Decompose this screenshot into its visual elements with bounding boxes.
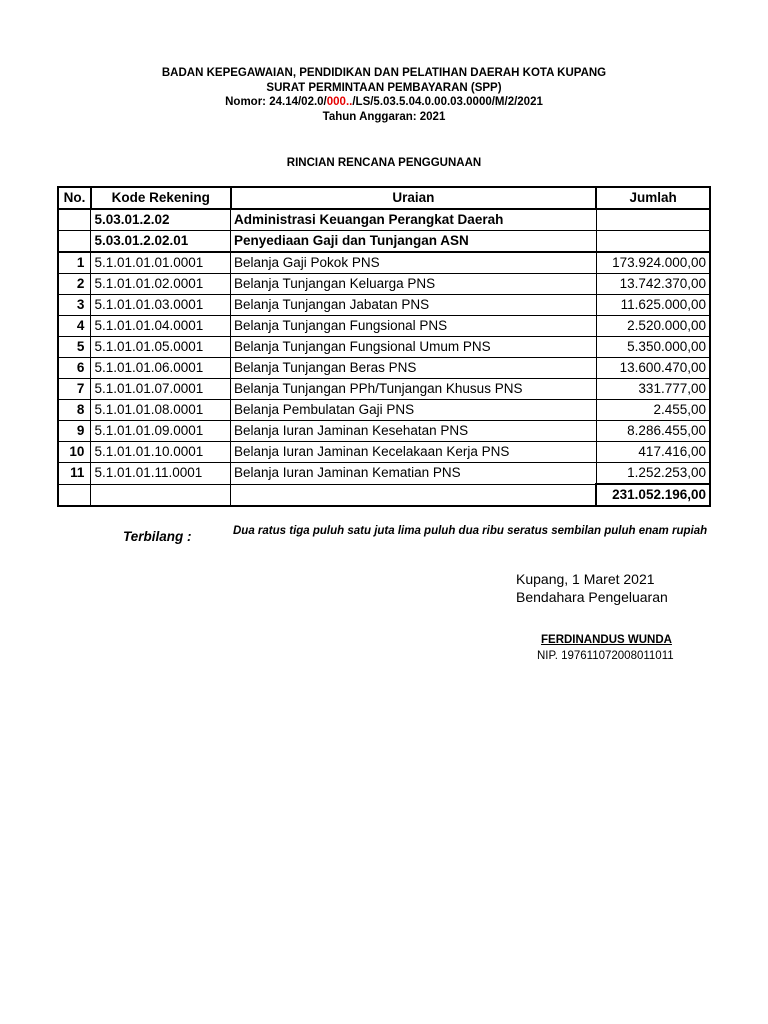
row-no: 10 bbox=[58, 442, 91, 463]
signature-block bbox=[516, 570, 668, 606]
group-row bbox=[58, 209, 710, 231]
group-kode: 5.03.01.2.02 bbox=[91, 209, 231, 231]
rincian-table bbox=[57, 186, 711, 507]
total-empty-cell bbox=[231, 484, 597, 506]
row-no: 2 bbox=[58, 274, 91, 295]
row-no: 7 bbox=[58, 379, 91, 400]
header-no: No. bbox=[58, 187, 91, 209]
row-no: 11 bbox=[58, 463, 91, 485]
group-no-cell bbox=[58, 209, 91, 231]
row-no: 1 bbox=[58, 252, 91, 274]
row-jumlah: 1.252.253,00 bbox=[596, 463, 710, 485]
row-uraian: Belanja Iuran Jaminan Kesehatan PNS bbox=[231, 421, 597, 442]
row-kode: 5.1.01.01.05.0001 bbox=[91, 337, 231, 358]
table-row bbox=[58, 316, 710, 337]
row-kode: 5.1.01.01.08.0001 bbox=[91, 400, 231, 421]
row-jumlah: 13.600.470,00 bbox=[596, 358, 710, 379]
row-uraian: Belanja Tunjangan Keluarga PNS bbox=[231, 274, 597, 295]
table-row bbox=[58, 400, 710, 421]
row-uraian: Belanja Tunjangan PPh/Tunjangan Khusus PNS bbox=[231, 379, 597, 400]
table-row bbox=[58, 295, 710, 316]
row-no: 3 bbox=[58, 295, 91, 316]
row-kode: 5.1.01.01.02.0001 bbox=[91, 274, 231, 295]
number-placeholder: 000.. bbox=[326, 96, 353, 108]
header-jumlah: Jumlah bbox=[596, 187, 710, 209]
row-jumlah: 5.350.000,00 bbox=[596, 337, 710, 358]
terbilang-text: Dua ratus tiga puluh satu juta lima puluh dua ribu seratus sembilan puluh enam rupiah bbox=[233, 525, 708, 537]
row-uraian: Belanja Tunjangan Beras PNS bbox=[231, 358, 597, 379]
total-empty-cell bbox=[91, 484, 231, 506]
table-header-row bbox=[58, 187, 710, 209]
row-kode: 5.1.01.01.11.0001 bbox=[91, 463, 231, 485]
row-uraian: Belanja Iuran Jaminan Kematian PNS bbox=[231, 463, 597, 485]
signer-name: FERDINANDUS WUNDA bbox=[541, 634, 672, 646]
row-jumlah: 331.777,00 bbox=[596, 379, 710, 400]
row-no: 8 bbox=[58, 400, 91, 421]
table-row bbox=[58, 274, 710, 295]
total-empty-cell bbox=[58, 484, 91, 506]
row-uraian: Belanja Tunjangan Fungsional PNS bbox=[231, 316, 597, 337]
row-jumlah: 13.742.370,00 bbox=[596, 274, 710, 295]
group-jumlah-cell bbox=[596, 209, 710, 231]
table-row bbox=[58, 463, 710, 485]
table-row bbox=[58, 358, 710, 379]
row-jumlah: 417.416,00 bbox=[596, 442, 710, 463]
row-no: 6 bbox=[58, 358, 91, 379]
place-date: Kupang, 1 Maret 2021 bbox=[516, 571, 655, 587]
section-title: RINCIAN RENCANA PENGGUNAAN bbox=[286, 157, 482, 169]
total-row bbox=[58, 484, 710, 506]
table-body bbox=[58, 209, 710, 506]
row-uraian: Belanja Tunjangan Jabatan PNS bbox=[231, 295, 597, 316]
row-kode: 5.1.01.01.06.0001 bbox=[91, 358, 231, 379]
header-uraian: Uraian bbox=[231, 187, 597, 209]
signer-nip: NIP. 197611072008011011 bbox=[537, 650, 674, 662]
row-kode: 5.1.01.01.03.0001 bbox=[91, 295, 231, 316]
signer-role: Bendahara Pengeluaran bbox=[516, 589, 668, 605]
document-number bbox=[0, 95, 768, 110]
row-jumlah: 8.286.455,00 bbox=[596, 421, 710, 442]
row-kode: 5.1.01.01.07.0001 bbox=[91, 379, 231, 400]
terbilang-label: Terbilang : bbox=[123, 529, 192, 544]
table-row bbox=[58, 337, 710, 358]
row-no: 5 bbox=[58, 337, 91, 358]
agency-name: BADAN KEPEGAWAIAN, PENDIDIKAN DAN PELATIHAN DAERAH KOTA KUPANG bbox=[161, 67, 607, 79]
row-jumlah: 11.625.000,00 bbox=[596, 295, 710, 316]
row-kode: 5.1.01.01.01.0001 bbox=[91, 252, 231, 274]
table-row bbox=[58, 379, 710, 400]
number-suffix: /LS/5.03.5.04.0.00.03.0000/M/2/2021 bbox=[352, 96, 543, 108]
document-header bbox=[0, 66, 768, 124]
row-no: 4 bbox=[58, 316, 91, 337]
number-prefix: Nomor: 24.14/02.0/ bbox=[225, 96, 327, 108]
group-uraian: Penyediaan Gaji dan Tunjangan ASN bbox=[231, 231, 597, 253]
table-row bbox=[58, 442, 710, 463]
row-kode: 5.1.01.01.10.0001 bbox=[91, 442, 231, 463]
row-kode: 5.1.01.01.09.0001 bbox=[91, 421, 231, 442]
fiscal-year: Tahun Anggaran: 2021 bbox=[322, 110, 446, 123]
group-kode: 5.03.01.2.02.01 bbox=[91, 231, 231, 253]
header-kode: Kode Rekening bbox=[91, 187, 231, 209]
row-no: 9 bbox=[58, 421, 91, 442]
row-uraian: Belanja Gaji Pokok PNS bbox=[231, 252, 597, 274]
row-jumlah: 2.455,00 bbox=[596, 400, 710, 421]
row-uraian: Belanja Iuran Jaminan Kecelakaan Kerja PNS bbox=[231, 442, 597, 463]
row-uraian: Belanja Pembulatan Gaji PNS bbox=[231, 400, 597, 421]
row-uraian: Belanja Tunjangan Fungsional Umum PNS bbox=[231, 337, 597, 358]
row-kode: 5.1.01.01.04.0001 bbox=[91, 316, 231, 337]
row-jumlah: 173.924.000,00 bbox=[596, 252, 710, 274]
group-no-cell bbox=[58, 231, 91, 253]
table-row bbox=[58, 252, 710, 274]
group-row bbox=[58, 231, 710, 253]
document-type: SURAT PERMINTAAN PEMBAYARAN (SPP) bbox=[266, 81, 502, 94]
total-amount: 231.052.196,00 bbox=[596, 484, 710, 506]
group-jumlah-cell bbox=[596, 231, 710, 253]
row-jumlah: 2.520.000,00 bbox=[596, 316, 710, 337]
group-uraian: Administrasi Keuangan Perangkat Daerah bbox=[231, 209, 597, 231]
table-row bbox=[58, 421, 710, 442]
